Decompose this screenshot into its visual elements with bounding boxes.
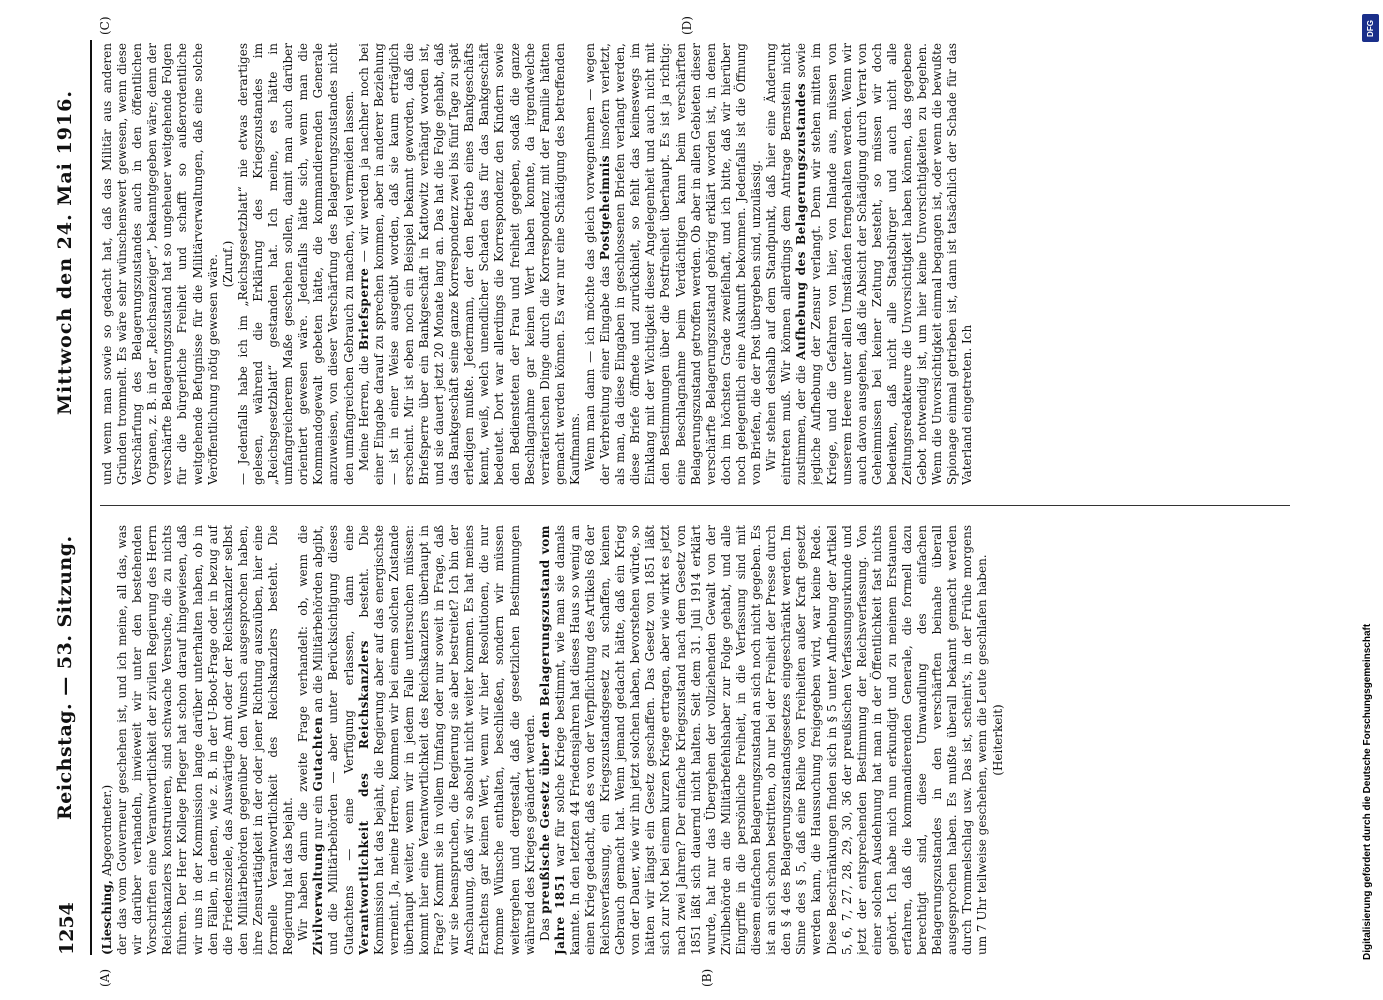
- margin-marker-b: (B): [700, 968, 714, 987]
- interjection-zuruf: (Zuruf.): [220, 240, 235, 288]
- digitization-credit: Digitalisierung gefördert durch die Deutsche Forschungsgemeinschaft: [1362, 623, 1373, 960]
- text-run: Meine Herren, die: [356, 350, 371, 471]
- emphasis-aufhebung: Aufhebung des Belagerungszustandes: [794, 82, 809, 360]
- left-column: [100, 525, 1340, 955]
- rotated-reichstag-page: [50, 16, 1350, 987]
- speaker-name: (Liesching,: [100, 880, 114, 955]
- right-paragraph-4: [583, 43, 764, 485]
- header-rule: [90, 40, 92, 955]
- right-paragraph-5: [764, 43, 975, 485]
- right-paragraph-2: — Jedenfalls habe ich im „Reichsgesetzblatt“ nie etwas derartiges gelesen, während die Erklärung des Kriegszustandes im „Reichsgesetzblatt“ gestanden hat. Ich meine, es hätte in umfangreicherem Maße geschehen sollen, damit man auch darüber orientiert gewesen wäre. Jedenfalls hätte sich, wenn man die Kommandogewalt gebeten hätte, die kommandierenden Generale anzuweisen, von dieser Verschärfung des Belagerungszustandes nicht den umfangreichen Gebrauch zu machen, viel vermeiden lassen.: [235, 43, 356, 485]
- text-run: nur ein: [311, 791, 326, 844]
- margin-marker-a: (A): [98, 968, 112, 987]
- dfg-logo-text: DFG: [1365, 19, 1375, 37]
- left-paragraph-3: [538, 525, 991, 955]
- text-run: Wir stehen deshalb auf dem Standpunkt, daß hier eine Änderung eintreten muß. Wir können allerdings dem Antrage Bernstein nicht zustimmen, der die: [764, 43, 809, 485]
- right-paragraph-1: und wenn man sowie so gedacht hat, daß das Militär aus anderen Gründen trommelt. Es wäre sehr wünschenswert gewesen, wenn diese Verschärfung des Belagerungszustandes auch in den öffentlichen Organen, z. B. in der „Reichsanzeiger“, bekanntgegeben wäre; denn der verschärfte Belagerungszustand hat so ungeheuer weitgehende Folgen für die bürgerliche Freiheit und schafft so außerordentliche weitgehende Befugnisse für die Militärverwaltungen, daß eine solche Veröffentlichung nötig gewesen wäre.: [100, 43, 220, 485]
- text-run: — wir werden ja nachher noch bei einer Eingabe darauf zu sprechen kommen, aber in anderer Beziehung — ist in einer Weise ausgeübt worden, daß sie kaum erträglich erscheint. Mir ist eben noch ein Beispiel bekannt geworden, daß die Briefsperre über ein Bankgeschäft in Kattowitz verhängt worden ist, und sie dauert jetzt 20 Monate lang an. Das hat die Folge gehabt, daß das Bankgeschäft seine ganze Korrespondenz zwei bis fünf Tage zu spät erledigen mußte. Jedermann, der den Betrieb eines Bankgeschäfts kennt, weiß, welch unendlicher Schaden das für das Bankgeschäft bedeutet. Dort war allerdings die Korrespondenz den Kindern sowie den Bediensteten der Frau und freiheit gegeben, sodaß die ganze Beschlagnahme gar keinen Wert haben konnte, da irgendwelche verräterischen Dinge durch die Korrespondenz mit der Familie hätten gemacht werden können. Es war nur eine Schädigung des betreffenden Kaufmanns.: [356, 43, 582, 485]
- text-run: an die Militärbehörden abgibt, und die Militärbehörden — aber unter Berücksichtigung dieses Gutachtens — eine Verfügung erlassen, dann eine: [311, 525, 356, 955]
- right-column: [100, 43, 1340, 485]
- text-run: Wenn man dann — ich möchte das gleich vorwegnehmen — wegen der Verbreitung einer Eingabe das: [583, 43, 613, 485]
- column-divider: [100, 505, 1290, 506]
- margin-marker-d: (D): [680, 16, 694, 35]
- emphasis-gesetz-1851: preußische Gesetz über den Belagerungszustand vom Jahre 1851: [537, 525, 567, 955]
- right-paragraph-3: [357, 43, 583, 485]
- session-date: Mittwoch den 24. Mai 1916.: [54, 90, 76, 415]
- emphasis-verantwortlichkeit: Verantwortlichkeit des Reichskanzlers: [356, 640, 371, 955]
- speaker-line: [100, 525, 115, 955]
- session-title: Reichstag. — 53. Sitzung.: [54, 535, 76, 820]
- emphasis-gutachten: Gutachten: [311, 716, 326, 792]
- page-header: [50, 40, 92, 955]
- text-run: war für solche Kriege bestimmt, wie man sie damals kannte. In den letzten 44 Friedensjahren hat dieses Haus so wenig an einen Krieg gedacht, daß es von der Verpflichtung des Artikels 68 der Reichsverfassung, ein Kriegszustandsgesetz zu schaffen, keinen Gebrauch gemacht hat. Wenn jemand gedacht hätte, daß ein Krieg von der Dauer, wie wir ihn jetzt solchen haben, bevorstehen würde, so hätten wir längst ein Gesetz geschaffen. Das Gesetz von 1851 läßt sich zur Not bei einem kurzen Kriege ertragen, aber wie wirkt es jetzt nach zwei Jahren? Der einfache Kriegszustand nach dem Gesetz von 1851 läßt sich dauernd nicht halten. Seit dem 31. Juli 1914 erklärt wurde, hat nur das Übergehen der vollziehenden Gewalt von der Zivilbehörde an die Militärbefehlshaber zur Folge gehabt, und alle Eingriffe in die persönliche Freiheit, in die Verfassung sind mit diesem einfachen Belagerungszustand an sich noch nicht gegeben. Es ist an sich schon bestritten, ob nur bei der Freiheit der Presse durch den § 4 des Belagerungszustandsgesetzes eingeschränkt werden. Im Sinne des § 5, daß eine Reihe von Freiheiten außer Kraft gesetzt werden kann, die Haussuchung freigegeben wird, war keine Rede. Diese Beschränkungen finden sich in § 5 unter Aufhebung der Artikel 5, 6, 7, 27, 28, 29, 30, 36 der preußischen Verfassungsurkunde und jetzt der entsprechenden Bestimmung der Reichsverfassung. Von einer solchen Ausdehnung hat man in der Öffentlichkeit fast nichts gehört. Ich habe mich nun erkundigt und zu meinem Erstaunen erfahren, daß die kommandierenden Generale, die formell dazu berechtigt sind, diese Umwandlung des einfachen Belagerungszustandes in den verschärften beinahe überall ausgesprochen haben. Es mußte überall bekannt gemacht werden durch Trommelschlag usw. Das ist, scheint's, in der Frühe morgens um 7 Uhr teilweise geschehen, wenn die Leute geschlafen haben.: [552, 525, 990, 955]
- emphasis-postgeheimnis: Postgeheimnis: [598, 154, 613, 261]
- emphasis-briefsperre: Briefsperre: [356, 267, 371, 351]
- interjection-heiterkeit: (Heiterkeit): [990, 704, 1005, 776]
- text-run: sowie jegliche Aufhebung der Zensur verlangt. Denn wir stehen mitten im Kriege, und die Gefahren von hier, von Inlande aus, müssen von unserem Heere unter allen Umständen ferngehalten werden. Wenn wir auch davon ausgehen, daß die Absicht der Schädigung durch Verrat von Geheimnissen bei keiner Zeitung besteht, so müssen wir doch bedenken, daß nicht alle Staatsbürger und auch nicht alle Zeitungsredakteure die Unvorsichtigkeit haben können, das gegebene Gebot notwendig ist, um hier keine Unvorsichtigkeiten zu begehen. Wenn die Unvorsichtigkeit einmal begangen ist, oder wenn die bewußte Spionage einmal getrieben ist, dann ist tatsächlich der Schade für das Vaterland eingetreten. Ich: [794, 43, 975, 485]
- speaker-role: Abgeordneter.): [100, 784, 114, 881]
- page-number: 1254: [56, 902, 78, 955]
- text-run: Wir haben dann die zweite Frage verhandelt: ob, wenn die: [296, 525, 311, 941]
- text-run: Das: [537, 913, 552, 941]
- text-run: besteht. Die Kommission hat das bejaht, die Regierung aber auf das energischste verneint. Ja, meine Herren, kommen wir bei einem solchen Zustande überhaupt weiter, wenn wir in jedem Falle untersuchen müssen: kommt hier eine Verantwortlichkeit des Reichskanzlers überhaupt in Frage? Kommt sie in vollem Umfang oder nur soweit in Frage, daß wir sie beanspruchen, die Regierung sie aber bestreitet? Ich bin der Anschauung, daß wir so absolut nicht weiter kommen. Es hat meines Erachtens gar keinen Wert, wenn wir hier Resolutionen, die nur fromme Wünsche enthalten, beschließen, sondern wir müssen weitergehen und dergestalt, daß die gesetzlichen Bestimmungen während des Krieges geändert werden.: [356, 525, 537, 955]
- left-paragraph-2: [296, 525, 538, 955]
- dfg-logo: [1362, 14, 1379, 42]
- text-run: insofern verletzt, als man, da diese Eingaben in geschlossenen Briefen verlangt werden, diese Briefe öffnete und zurückhielt, so fehlt das keineswegs im Einklang mit der Wichtigkeit dieser Angelegenheit und auch nicht mit den Bestimmungen über die Postfreiheit überhaupt. Es ist ja richtig: eine Beschlagnahme beim Verdächtigen kann beim verschärften Belagerungszustand getroffen werden. Ob aber in allen Gebieten dieser verschärfte Belagerungszustand gehörig erklärt worden ist, in denen doch im höchsten Grade zweifelhaft, und ich bitte, daß wir hierüber noch gelegentlich eine Auskunft bekommen. Jedenfalls ist die Öffnung von Briefen, die der Post übergeben sind, unzulässig.: [598, 43, 764, 485]
- emphasis-zivilverwaltung: Zivilverwaltung: [311, 843, 326, 955]
- margin-marker-c: (C): [98, 16, 112, 35]
- left-paragraph-1: der das vom Gouverneur geschehen ist, und ich meine, all das, was wir darüber verhandeln, inwieweit wir unter den bestehenden Vorschriften eine Verantwortlichkeit der zivilen Regierung des Herrn Reichskanzlers konstruieren, sind schwache Versuche, die zu nichts führen. Der Herr Kollege Pfleger hat schon darauf hingewiesen, daß wir uns in der Kommission lange darüber unterhalten haben, ob in den Fällen, in denen, wie z. B. in der U-Boot-Frage oder in bezug auf die Friedensziele, das Auswärtige Amt oder der Reichskanzler selbst den Militärbehörden gegenüber den Wunsch ausgesprochen haben, ihre Zensurtätigkeit in der oder jener Richtung auszuüben, hier eine formelle Verantwortlichkeit des Reichskanzlers besteht. Die Regierung hat das bejaht.: [115, 525, 296, 955]
